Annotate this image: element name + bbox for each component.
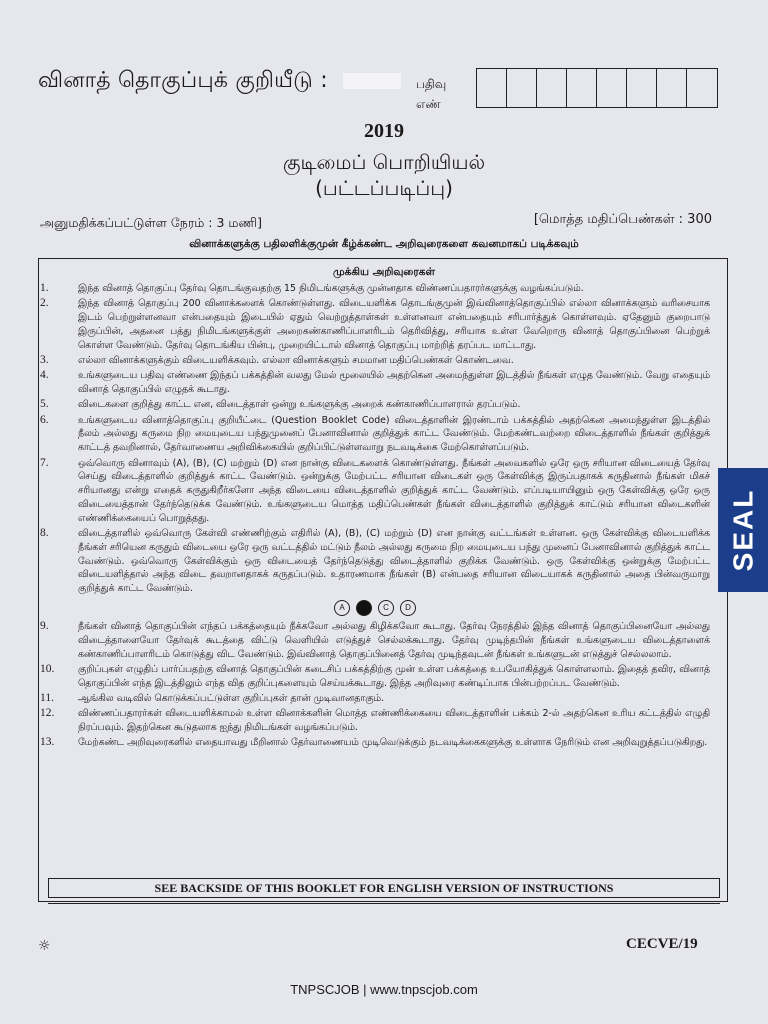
instruction-item <box>40 663 710 691</box>
instruction-item <box>40 369 710 397</box>
watermark: TNPSCJOB | www.tnpscjob.com <box>290 982 478 997</box>
reg-label-line1: பதிவு <box>416 77 447 91</box>
question-booklet-code <box>38 68 401 96</box>
instruction-text: இந்த வினாத் தொகுப்பு 200 வினாக்களைக் கொண்டுள்ளது. விடையளிக்க தொடங்குமுன் இவ்வினாத்தொகுப்பில் எல்லா வினாக்களும் வரிசையாக இடம் பெற்றுள்ளனவா என்பதையும் இடையில் ஏதும் வெற்றுத்தாள்கள் உள்ளனவா என்பதையும் சரிபார்த்துக் கொள்ளவும். ஏதேனும் குறைபாடு இருப்பின், அதனை பத்து நிமிடங்களுக்குள் அறைகண்காணிப்பாளரிடம் தெரிவித்து, சரியாக உள்ள வேறொரு வினாத் தொகுப்பினை பெற்றுக் கொள்ள வேண்டும். தேர்வு தொடங்கிய பின்பு, முறையிட்டால் வினாத் தொகுப்பு மாற்றித் தரப்பட மாட்டாது. <box>78 298 710 351</box>
instruction-item <box>40 398 710 412</box>
instruction-item <box>40 736 710 750</box>
register-digit-box[interactable] <box>567 69 597 107</box>
instruction-item <box>40 282 710 296</box>
footer-rule <box>48 903 720 904</box>
instruction-item <box>40 707 710 735</box>
instruction-number: 11. <box>40 692 54 705</box>
instruction-number: 9. <box>40 620 49 633</box>
sun-icon: ☼ <box>38 938 51 954</box>
code-blank <box>343 73 401 89</box>
reg-label-line2: எண் <box>416 97 441 111</box>
register-digit-box[interactable] <box>687 69 717 107</box>
instruction-item <box>40 692 710 706</box>
instruction-text: குறிப்புகள் எழுதிப் பார்ப்பதற்கு வினாத் தொகுப்பின் கடைசிப் பக்கத்திற்கு முன் உள்ள பக்கத்தை உபயோகித்துக் கொள்ளலாம். இதைத் தவிர, வினாத் தொகுப்பின் எந்த இடத்திலும் எந்த வித குறிப்புகளையும் செய்யக்கூடாது. இந்த அறிவுரை கண்டிப்பாக பின்பற்றப்பட வேண்டும். <box>78 663 710 689</box>
register-digit-box[interactable] <box>537 69 567 107</box>
instruction-number: 1. <box>40 282 49 294</box>
instruction-number: 2. <box>40 297 49 310</box>
instruction-text: விடைகளை குறித்து காட்ட என, விடைத்தாள் ஒன்று உங்களுக்கு அறைக் கண்காணிப்பாளரால் தரப்படும். <box>78 399 521 411</box>
instruction-number: 7. <box>40 456 49 469</box>
register-digit-box[interactable] <box>657 69 687 107</box>
instruction-number: 10. <box>40 662 55 675</box>
seal-stamp <box>718 468 768 592</box>
register-digit-box[interactable] <box>597 69 627 107</box>
instruction-number: 12. <box>40 707 55 720</box>
instruction-text: ஒவ்வொரு வினாவும் (A), (B), (C) மற்றும் (D) என நான்கு விடைகளைக் கொண்டுள்ளது. நீங்கள் அவைகளில் ஒரே ஒரு சரியான விடையைத் தேர்வு செய்து விடைத்தாளில் குறித்துக் காட்ட வேண்டும். ஒன்றுக்கு மேற்பட்ட சரியான விடைகள் ஒரு கேள்விக்கு இருப்பதாகக் கருதினால் நீங்கள் மிகச் சரியானது என்று எதைக் கருதுகிறீர்களோ அந்த விடையை விடைத்தாளில் குறித்துக் காட்ட வேண்டும். எப்படியாயினும் ஒரு கேள்விக்கு ஒரே ஒரு விடையைத்தான் தேர்ந்தெடுக்க வேண்டும். உங்களுடைய மொத்த மதிப்பெண்கள் நீங்கள் விடைத்தாளில் குறித்துக் காட்டும் சரியான விடைகளின் எண்ணிக்கையைப் பொறுத்தது. <box>78 457 710 524</box>
answer-bubble-example <box>40 600 710 616</box>
register-digit-box[interactable] <box>507 69 537 107</box>
instruction-text: இந்த வினாத் தொகுப்பு தேர்வு தொடங்குவதற்கு 15 நிமிடங்களுக்கு முன்னதாக விண்ணப்பதாரர்களுக்கு வழங்கப்படும். <box>78 283 584 294</box>
answer-bubble <box>356 600 372 616</box>
booklet-code: CECVE/19 <box>626 936 698 952</box>
instruction-item <box>40 297 710 352</box>
register-number-boxes[interactable] <box>476 68 718 108</box>
instruction-number: 13. <box>40 736 55 749</box>
instruction-text: நீங்கள் வினாத் தொகுப்பின் எந்தப் பக்கத்தையும் நீக்கவோ அல்லது கிழிக்கவோ கூடாது. தேர்வு நேரத்தில் இந்த வினாத் தொகுப்பினையோ அல்லது விடைத்தாளையோ தேர்வுக் கூடத்தை விட்டு வெளியில் எடுத்துச் செல்லக்கூடாது. தேர்வு முடிந்தபின் நீங்கள் உங்களுடைய விடைத்தாளைக் கண்காணிப்பாளரிடம் கொடுத்து விட வேண்டும். இவ்வினாத் தொகுப்பினைத் தேர்வு முடிந்தவுடன் நீங்கள் உங்களுடன் எடுத்துச் செல்லலாம். <box>78 621 710 660</box>
instruction-text: உங்களுடைய பதிவு எண்ணை இந்தப் பக்கத்தின் வலது மேல் மூலையில் அதற்கென அமைந்துள்ள இடத்தில் நீங்கள் எழுத வேண்டும். வேறு எதையும் வினாத் தொகுப்பில் எழுதக் கூடாது. <box>78 370 710 396</box>
instruction-text: விண்ணப்பதாரர்கள் விடையளிக்காமல் உள்ள வினாக்களின் மொத்த எண்ணிக்கையை விடைத்தாளின் பக்கம் 2-ல் அதற்கென உரிய கட்டத்தில் எழுதி நிரப்பவும். இதற்கென கூடுதலாக ஐந்து நிமிடங்கள் வழங்கப்படும். <box>78 708 710 734</box>
instruction-item <box>40 620 710 661</box>
instruction-number: 4. <box>40 369 49 382</box>
instruction-text: உங்களுடைய வினாத்தொகுப்பு குறியீட்டை (Question Booklet Code) விடைத்தாளின் இரண்டாம் பக்கத்தில் அதற்கென அமைந்துள்ள இடத்தில் நீலம் அல்லது கருமை நிற மையுடைய பந்துமுனைப் பேனாவினால் குறித்துக் காட்ட வேண்டும். மேற்கண்டவற்றை விடைத்தாளில் நீங்கள் குறித்துக் காட்டத் தவறினால், தேர்வாணைய அறிவிக்கையில் குறிப்பிட்டுள்ளவாறு நடவடிக்கை மேற்கொள்ளப்படும். <box>78 414 710 454</box>
subject-title: குடிமைப் பொறியியல் <box>282 150 486 174</box>
instruction-text: ஆங்கில வடிவில் கொடுக்கப்பட்டுள்ள குறிப்புகள் தான் முடிவானதாகும். <box>78 693 385 705</box>
exam-year: 2019 <box>364 120 404 142</box>
register-digit-box[interactable] <box>477 69 507 107</box>
seal-text: SEAL <box>727 488 758 572</box>
instruction-number: 5. <box>40 398 49 411</box>
instruction-number: 8. <box>40 527 49 540</box>
instructions-list <box>40 282 710 752</box>
instruction-number: 3. <box>40 353 49 366</box>
instruction-text: எல்லா வினாக்களுக்கும் விடையளிக்கவும். எல்லா வினாக்களும் சமமான மதிப்பெண்கள் கொண்டவை. <box>78 354 514 366</box>
instructions-heading: முக்கிய அறிவுரைகள் <box>333 266 435 278</box>
read-instructions-note: வினாக்களுக்கு பதிலளிக்குமுன் கீழ்க்கண்ட அறிவுரைகளை கவனமாகப் படிக்கவும் <box>189 238 579 250</box>
level-title: (பட்டப்படிப்பு) <box>315 176 453 200</box>
instruction-item <box>40 527 710 596</box>
instruction-item <box>40 414 710 455</box>
instruction-text: மேற்கண்ட அறிவுரைகளில் எதையாவது மீறினால் தேர்வாணையம் முடிவெடுக்கும் நடவடிக்கைகளுக்கு உள்ளாக நேரிடும் என அறிவுறுத்தப்படுகிறது. <box>78 737 708 749</box>
answer-bubble: D <box>400 600 416 616</box>
max-marks: [மொத்த மதிப்பெண்கள் : 300 <box>533 212 712 227</box>
code-label: வினாத் தொகுப்புக் குறியீடு : <box>38 68 328 93</box>
instruction-number: 6. <box>40 413 49 426</box>
register-digit-box[interactable] <box>627 69 657 107</box>
instruction-text: விடைத்தாளில் ஒவ்வொரு கேள்வி எண்ணிற்கும் எதிரில் (A), (B), (C) மற்றும் (D) என நான்கு வட்டங்கள் உள்ளன. ஒரு கேள்விக்கு விடையளிக்க நீங்கள் சரியென கருதும் விடையை ஒரே ஒரு வட்டத்தில் மட்டும் நீலம் அல்லது கருமை நிற மையுடைய பந்து முனைப் பேனாவினால் குறித்துக் காட்ட வேண்டும். ஒவ்வொரு கேள்விக்கும் ஒரு விடையைத் தேர்ந்தெடுத்து விடைத்தாளில் குறிக்க வேண்டும். ஒரு கேள்விக்கு ஒன்றுக்கு மேற்பட்ட விடையளித்தால் அந்த விடை தவறானதாகக் கருதப்படும். உதாரணமாக நீங்கள் (B) என்பதை சரியான விடையாகக் கருதினால் அதை பின்வருமாறு குறித்துக் காட்ட வேண்டும். <box>78 528 710 595</box>
instruction-item <box>40 457 710 526</box>
time-allowed: அனுமதிக்கப்பட்டுள்ள நேரம் : 3 மணி] <box>40 215 262 230</box>
register-number-label <box>416 74 446 114</box>
english-version-note: SEE BACKSIDE OF THIS BOOKLET FOR ENGLISH VERSION OF INSTRUCTIONS <box>48 878 720 898</box>
answer-bubble: C <box>378 600 394 616</box>
answer-bubble: A <box>334 600 350 616</box>
instruction-item <box>40 354 710 368</box>
